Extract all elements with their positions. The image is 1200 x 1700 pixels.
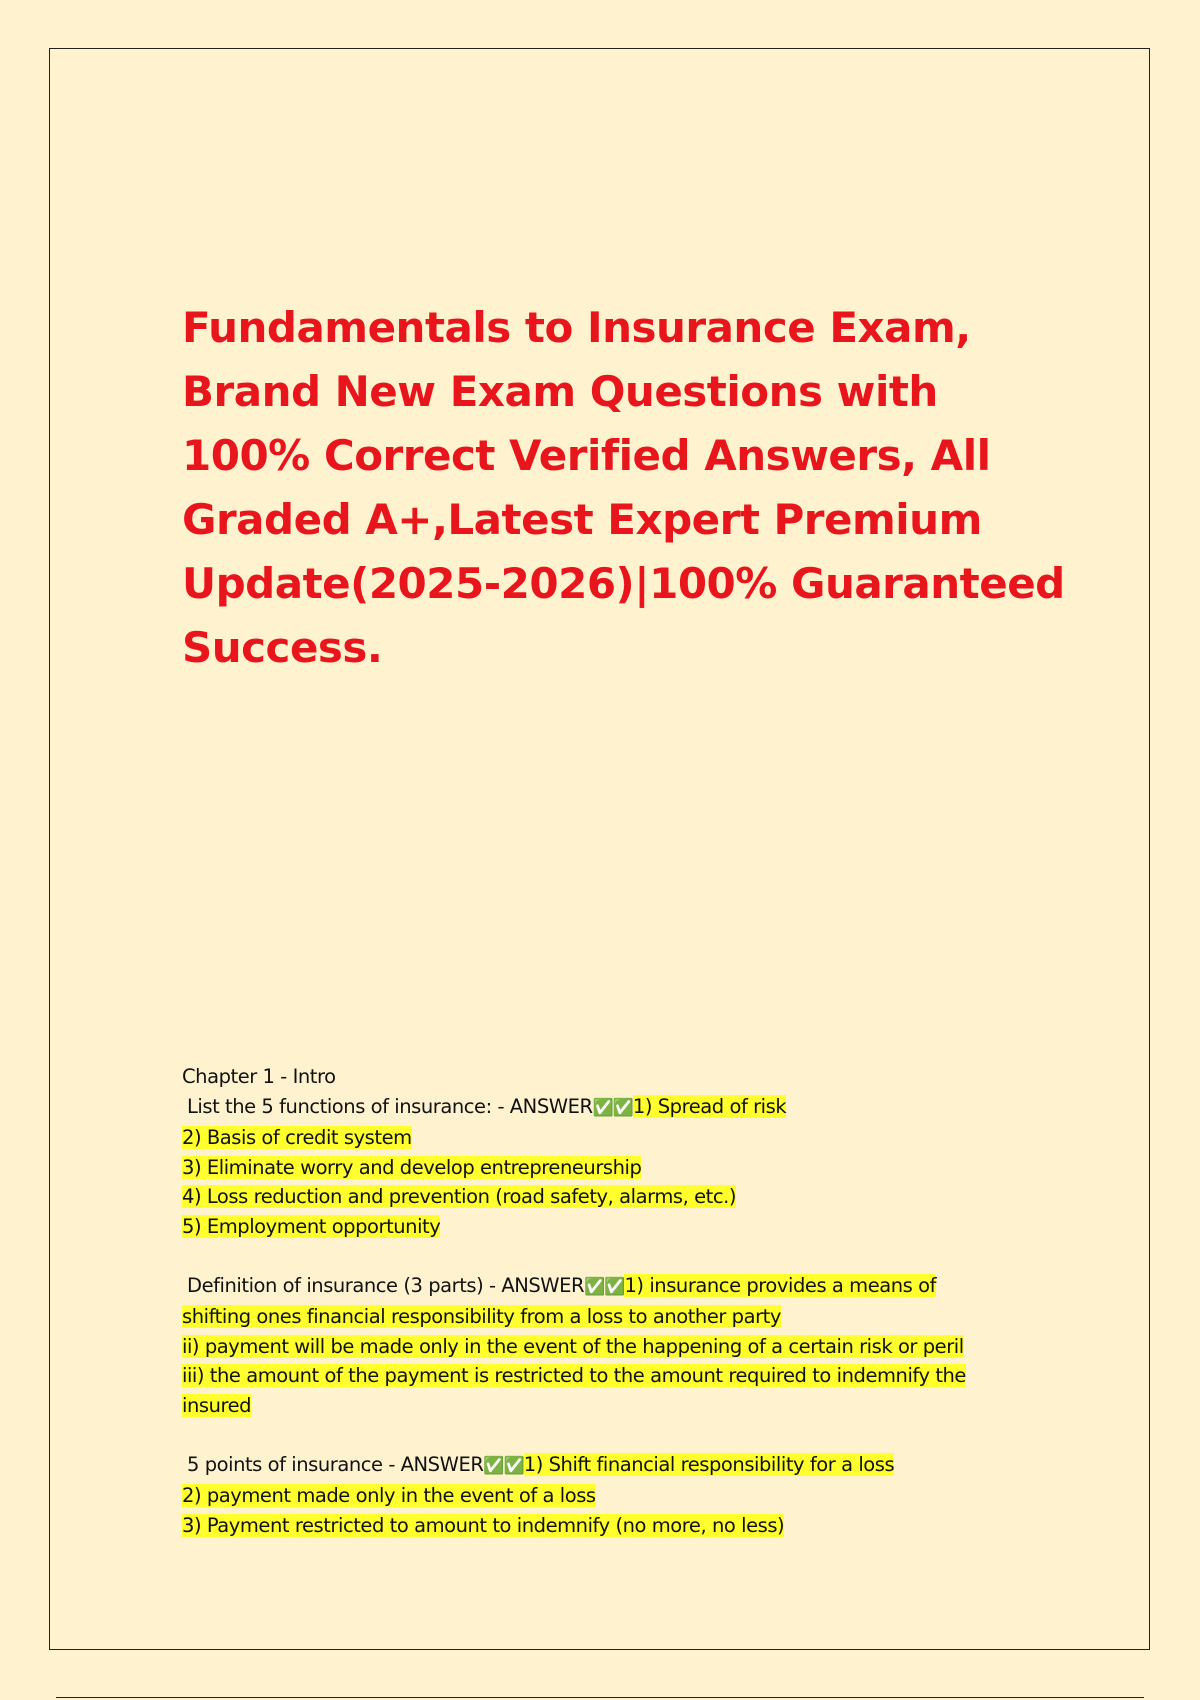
spacer [182, 1420, 1082, 1450]
answer-line [182, 1302, 1082, 1332]
answer-line [182, 1182, 1082, 1212]
footer-rule [56, 1697, 1144, 1698]
document-body [182, 1062, 1082, 1540]
answer-text: 3) Payment restricted to amount to indemnify (no more, no less) [182, 1513, 785, 1537]
answer-text: 3) Eliminate worry and develop entrepreneurship [182, 1155, 642, 1179]
answer-text: 2) payment made only in the event of a loss [182, 1484, 596, 1507]
title-line: Graded A+,Latest Expert Premium [182, 495, 982, 544]
answer-text: 1) insurance provides a means of [624, 1273, 937, 1297]
answer-text: insured [182, 1393, 252, 1417]
answer-text: 1) Spread of risk [632, 1094, 787, 1118]
title-line: 100% Correct Verified Answers, All [182, 431, 991, 480]
qa-block [182, 1271, 1082, 1421]
qa-block [182, 1092, 1082, 1242]
answer-line [182, 1391, 1082, 1421]
question-line [182, 1450, 1082, 1482]
answer-line [182, 1212, 1082, 1242]
question-text: 5 points of insurance - ANSWER [187, 1452, 484, 1476]
double-check-icon: ✅✅ [584, 1276, 625, 1297]
question-text: Definition of insurance (3 parts) - ANSWER [187, 1273, 585, 1297]
title-line: Update(2025-2026)|100% Guaranteed [182, 559, 1065, 608]
double-check-icon: ✅✅ [483, 1455, 524, 1476]
answer-text: 2) Basis of credit system [182, 1126, 412, 1149]
answer-line [182, 1511, 1082, 1541]
answer-line [182, 1123, 1082, 1153]
answer-line [182, 1481, 1082, 1511]
answer-line [182, 1332, 1082, 1362]
double-check-icon: ✅✅ [592, 1097, 633, 1118]
answer-text: 1) Shift financial responsibility for a loss [523, 1452, 895, 1476]
spacer [182, 1241, 1082, 1271]
answer-text: shifting ones financial responsibility from a loss to another party [182, 1305, 781, 1328]
answer-line [182, 1361, 1082, 1391]
question-text: List the 5 functions of insurance: - ANSWER [187, 1094, 593, 1118]
answer-text: ii) payment will be made only in the event of the happening of a certain risk or peril [182, 1334, 964, 1358]
answer-text: iii) the amount of the payment is restricted to the amount required to indemnify the [182, 1364, 966, 1387]
question-line [182, 1092, 1082, 1124]
answer-text: 4) Loss reduction and prevention (road safety, alarms, etc.) [182, 1185, 736, 1208]
answer-text: 5) Employment opportunity [182, 1214, 441, 1238]
qa-block [182, 1450, 1082, 1541]
title-line: Brand New Exam Questions with [182, 367, 938, 416]
document-title [182, 296, 1082, 680]
question-line [182, 1271, 1082, 1303]
chapter-heading: Chapter 1 - Intro [182, 1065, 336, 1088]
title-line: Fundamentals to Insurance Exam, [182, 303, 971, 352]
title-line: Success. [182, 623, 383, 672]
answer-line [182, 1153, 1082, 1183]
